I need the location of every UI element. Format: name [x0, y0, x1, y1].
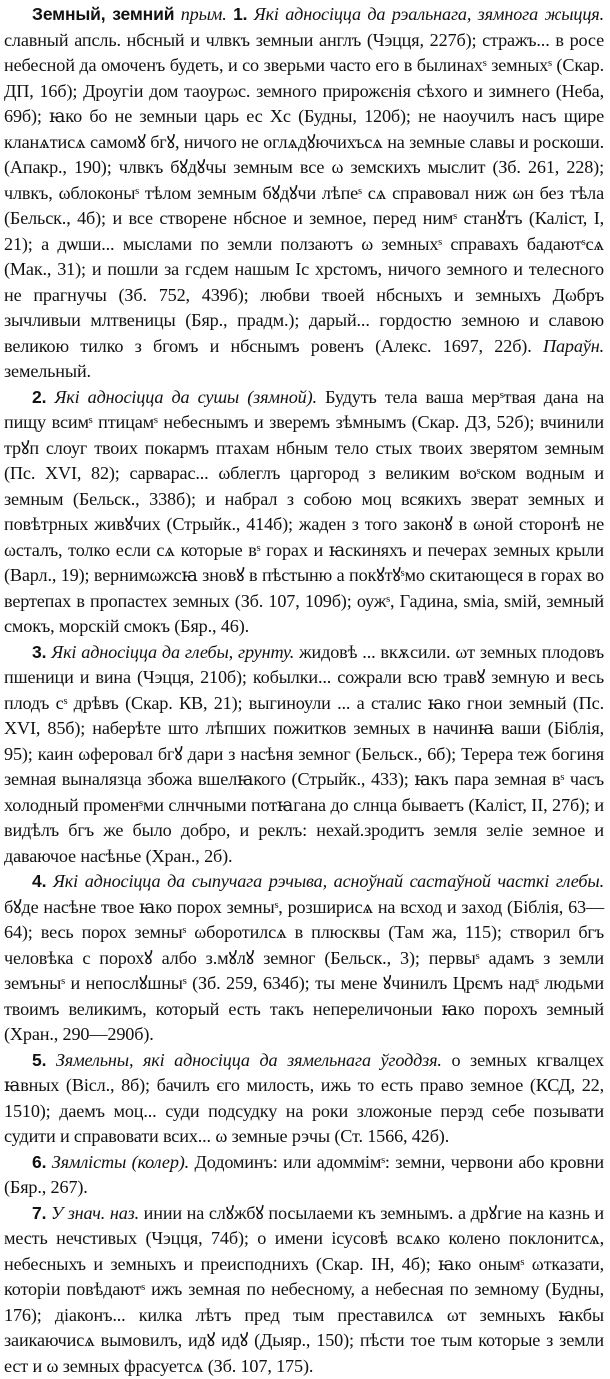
part-of-speech: прым.: [181, 4, 227, 24]
dictionary-entry: [4, 2, 604, 1379]
sense-number: 4.: [32, 871, 46, 891]
sense-number: 7.: [32, 1203, 46, 1223]
sense-gloss: Зямлісты (колер).: [52, 1152, 189, 1172]
sense-citations: Будуть тела ваша мерˢтвая дана на пищу всимˢ птицамˢ небеснымъ и зверемъ зѣмнымъ (Скар. ДЗ, 52б); вчинили трꙋп слоуг твоих покармъ птахам нбным тело стых твоих зверятом земным (Пс. XVI, 82); сарварас... ωблеглъ царгород з великим воˢском водным и земным (Бельск., 338б); и набрал з собою моц всякихъ зверат земных и повѣтрных живꙋчих (Стрыйк., 414б); жаден з того законꙋ в ωной сторонѣ не ωсталъ, толко если сѧ которые вˢ горах и ꙗскиняхъ и печерах земных крыли (Варл., 19); вернимωжсꙗ зновꙋ в пѣстыню а покꙋтꙋˢмо скитающеся в горах во вертепах в пропастех земных (Зб. 107, 109б); оужˢ, Гадина, ѕміа, ѕмій, земный смокъ, морскій смокъ (Бяр., 46).: [4, 387, 604, 637]
sense-1: [4, 2, 604, 385]
sense-citations: Додоминъ: или адоммімˢ: земни, червони або кровни (Бяр., 267).: [4, 1152, 604, 1198]
sense-gloss: У знач. наз.: [51, 1203, 139, 1223]
headword: Земный, земний: [32, 4, 174, 24]
sense-2: [4, 385, 604, 640]
sense-citations: жидовѣ ... вкѫсили. ωт земных плодовъ пшеници и вина (Чэцця, 210б); кобылки... сожрали всю травꙋ земную и весь плодъ сˢ дрѣвъ (Скар. КВ, 21); выгиноули ... а сталис ꙗко гнои земный (Пс. XVI, 85б); наберѣте што лѣпших пожитков земных в начинꙗ ваши (Біблія, 95); каин ωферовал бгꙋ дари з насѣня земног (Бельск., 6б); Терера теж богиня земная выналязца збожа вшелꙗкого (Стрыйк., 433); ꙗкъ пара земная вˢ часъ холодный променˢми слнчными потꙗгана до слнца бываетъ (Каліст, II, 27б); и видѣлъ бгъ же было добро, и реклъ: нехай.зродитъ земля зелie земное и даваючое насѣнье (Хран., 2б).: [4, 642, 604, 866]
sense-number: 1.: [233, 4, 247, 24]
sense-4: [4, 869, 604, 1048]
sense-gloss: Які адносіцца да рэальнага, зямнога жыцця.: [254, 4, 604, 24]
sense-gloss: Зямельны, які адносіцца да зямельнага ўгоддзя.: [56, 1050, 442, 1070]
compare-text: земельный.: [4, 361, 91, 381]
sense-number: 2.: [32, 387, 46, 407]
sense-gloss: Які адносіцца да глебы, грунту.: [51, 642, 294, 662]
sense-citations: о земных кгвалцех ꙗвных (Вісл., 8б); бачилъ єго милость, ижь то есть право земное (КСД, 22, 1510); даемъ моц... суди подсудку на роки зложоные перэд себе позывати судити и справовати всих... ω земные рэчы (Ст. 1566, 42б).: [4, 1050, 604, 1147]
sense-number: 5.: [32, 1050, 46, 1070]
sense-3: [4, 640, 604, 870]
dictionary-page: [4, 2, 604, 1280]
sense-citations: инии на слꙋжбꙋ посылаеми къ земнымъ. а дрꙋгие на казнь и месть нечстивых (Чэцця, 74б); о имени ісусовѣ всѧко колено поклонитсѧ, небесныхъ и земныхъ и преисподнихъ (Скар. ІН, 4б); ꙗко онымˢ ωтказати, которіи повѣдаютˢ ижъ земная по небесному, а небесная по земному (Будны, 176); діаконъ... килка лѣтъ пред тым преставилсѧ ωт земныхъ ꙗкбы заикаючисѧ вымовилъ, идꙋ идꙋ (Дыяр., 150); пѣсти тое тым которые з земли ест и ω земных фрасуетсѧ (Зб. 107, 175).: [4, 1203, 604, 1376]
sense-gloss: Які адносіцца да сушы (зямной).: [54, 387, 316, 407]
sense-citations: бꙋде насѣне твое ꙗко порох земныˢ, розширисѧ на всход и заход (Біблія, 63—64); весь порох земныˢ ωборотилсѧ в плюсквы (Там жа, 115); створил бгъ человѣка с порохꙋ албо з.мꙋлꙋ земног (Бельск., 3); первыˢ адамъ з земли земъныˢ и непослꙋшныˢ (Зб. 259, 634б); ты мене ꙋчинилъ Црємъ надˢ людьми твоимъ великимъ, который есть такъ непереличоныи ꙗко порохъ земный (Хран., 290—290б).: [4, 897, 604, 1045]
sense-5: [4, 1048, 604, 1150]
sense-gloss: Які адносіцца да сыпучага рэчыва, асноўнай састаўной часткі глебы.: [53, 871, 604, 891]
compare-label: Параўн.: [543, 336, 604, 356]
sense-number: 6.: [32, 1152, 46, 1172]
sense-number: 3.: [32, 642, 46, 662]
sense-citations: славный апсль. нбсный и члвкъ земныи англъ (Чэцця, 227б); стражъ... в росе небесной да омоченъ будеть, и со зверьми часто его в былинахˢ земныхˢ (Скар. ДП, 16б); Дроугіи дом таоурωс. земного прирожєнія сѣхого и зимнего (Неба, 69б); ꙗко бо не земныи царь ес Хс (Будны, 120б); не наоучилъ насъ щире кланѧтисѧ самомꙋ бгꙋ, ничого не оглѧдꙋючихъсѧ на земные славы и роскоши. (Апакр., 190); члвкъ бꙋдꙋчы земным все ω земскихъ мыслит (Зб. 261, 228); члвкъ, ωблоконыˢ тѣлом земным бꙋдꙋчи лѣпеˢ сѧ справовал ниж ωн без тѣла (Бельск., 4б); и все створене нбсное и земное, перед нимˢ станꙋтъ (Каліст, I, 21); а дѡши... мыслами по земли ползаютъ ω земныхˢ справахъ бадаютˢсѧ (Мак., 31); и пошли за гсдем нашым Іс хрстомъ, ничого земного и телесного не прагнучы (Зб. 752, 439б); любви твоей нбсныхъ и земныхъ Дωбръ зычливыи млтвеницы (Бяр., прадм.); дарый... гордостю земною и славою великою тилко з бгомъ и нбснымъ ровенъ (Алекс. 1697, 22б).: [4, 30, 604, 356]
sense-7: [4, 1201, 604, 1379]
sense-6: [4, 1150, 604, 1201]
